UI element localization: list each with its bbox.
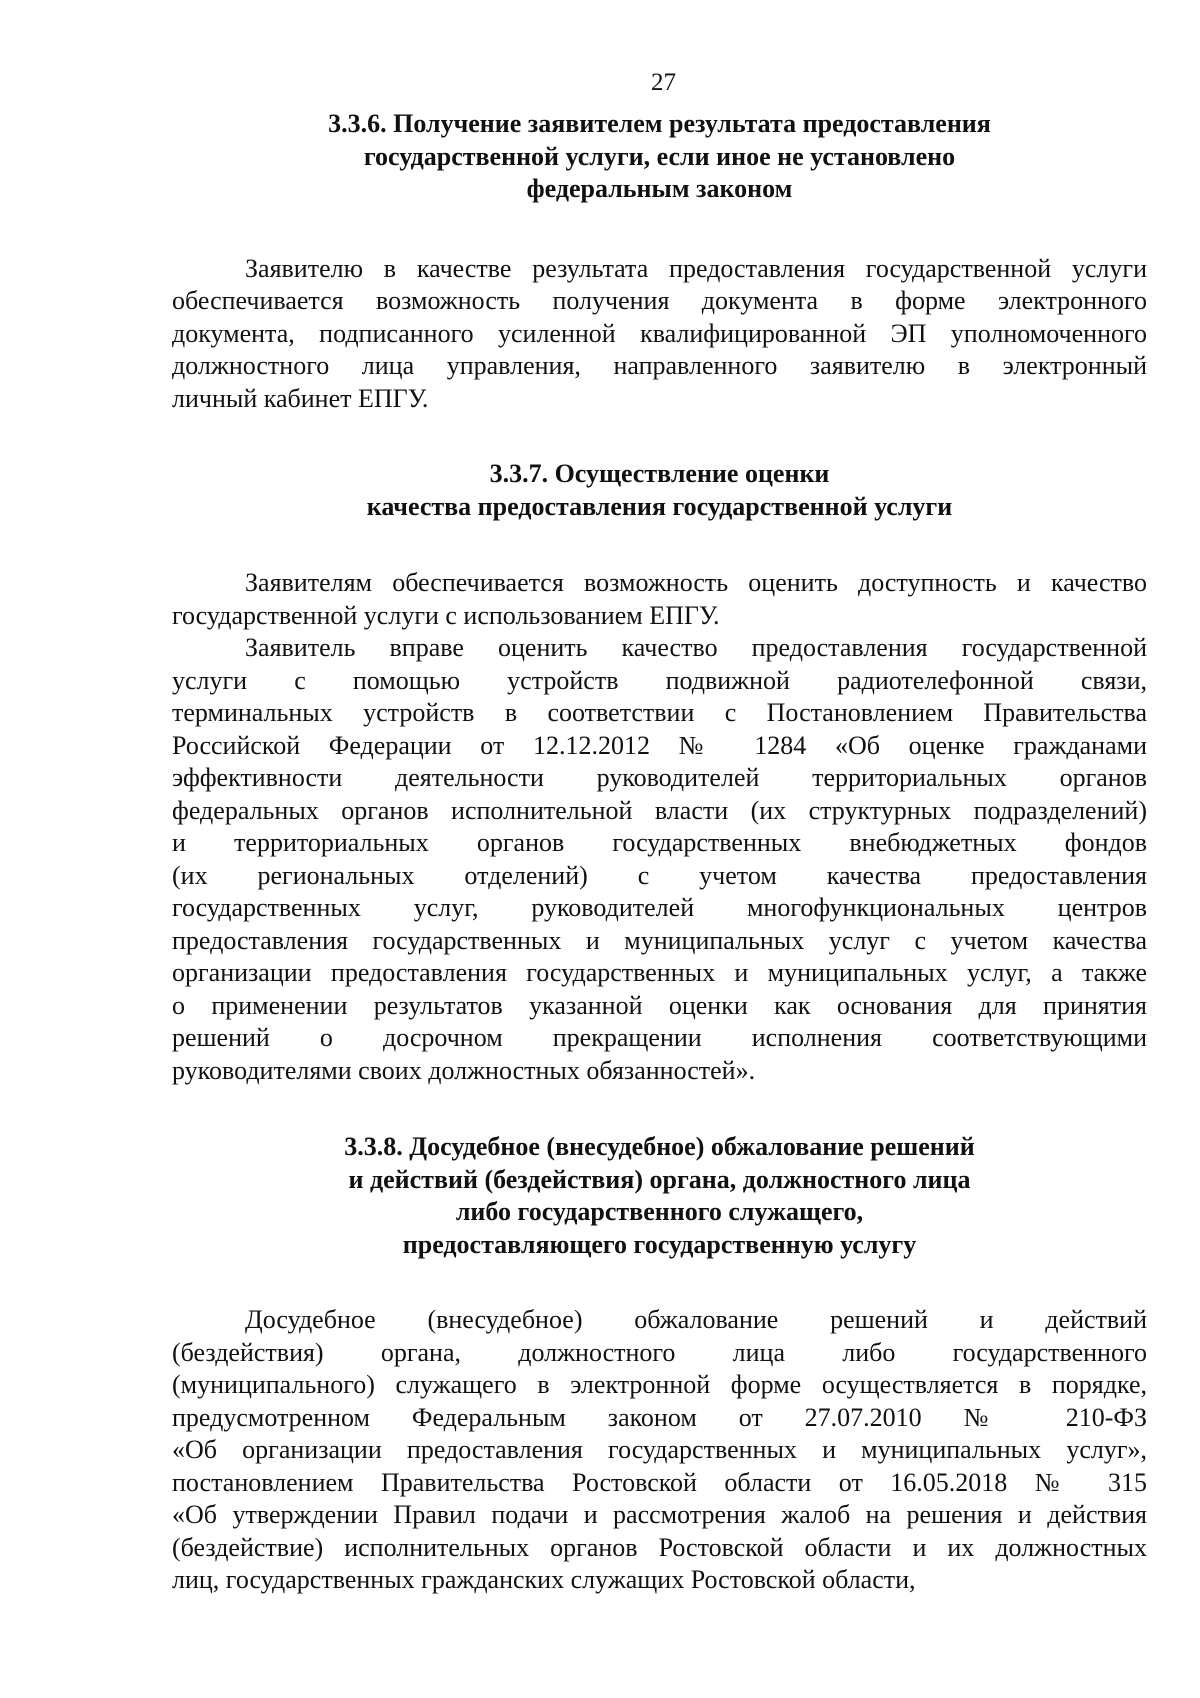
paragraph-line: постановлением Правительства Ростовской области от 16.05.2018 № 315	[172, 1467, 1147, 1497]
heading-line: и действий (бездействия) органа, должностного лица	[348, 1164, 971, 1194]
paragraph	[172, 632, 1147, 1087]
paragraph-line: Заявителю в качестве результата предоставления государственной услуги	[245, 253, 1147, 283]
paragraph-line: руководителями своих должностных обязанностей».	[172, 1055, 756, 1085]
paragraph-line: эффективности деятельности руководителей территориальных органов	[172, 763, 1147, 792]
paragraph-line: о применении результатов указанной оценки как основания для принятия	[172, 990, 1147, 1020]
heading-line: государственной услуги, если иное не установлено	[363, 141, 956, 171]
paragraph-line: федеральных органов исполнительной власти (их структурных подразделений)	[172, 795, 1147, 825]
paragraph-line: (муниципального) служащего в электронной форме осуществляется в порядке,	[172, 1370, 1147, 1399]
page-number: 27	[651, 69, 676, 96]
paragraph-line: терминальных устройств в соответствии с Постановлением Правительства	[172, 698, 1147, 727]
paragraph-line: предусмотренном Федеральным законом от 27.07.2010 № 210-ФЗ	[172, 1402, 1147, 1432]
paragraph-line: должностного лица управления, направленного заявителю в электронный	[172, 351, 1147, 380]
paragraph	[172, 253, 1147, 416]
heading-line: качества предоставления государственной услуги	[366, 491, 953, 521]
paragraph-line: Российской Федерации от 12.12.2012 № 1284 «Об оценке гражданами	[172, 730, 1147, 760]
paragraph-line: Заявитель вправе оценить качество предоставления государственной	[245, 633, 1147, 662]
paragraph-line: (их региональных отделений) с учетом качества предоставления	[172, 860, 1147, 890]
paragraph-line: обеспечивается возможность получения документа в форме электронного	[172, 286, 1147, 315]
paragraph-line: личный кабинет ЕПГУ.	[172, 383, 429, 413]
paragraph-line: услуги с помощью устройств подвижной радиотелефонной связи,	[172, 665, 1147, 695]
section-heading-3-3-6	[172, 108, 1147, 206]
paragraph-line: организации предоставления государственных и муниципальных услуг, а также	[172, 958, 1147, 987]
paragraph-line: «Об организации предоставления государственных и муниципальных услуг»,	[172, 1435, 1147, 1464]
heading-line: 3.3.6. Получение заявителем результата предоставления	[328, 109, 991, 138]
heading-line: 3.3.7. Осуществление оценки	[489, 459, 830, 488]
paragraph-line: государственной услуги с использованием ЕПГУ.	[172, 600, 720, 630]
paragraph-line: решений о досрочном прекращении исполнения соответствующими	[172, 1023, 1147, 1052]
paragraph-line: «Об утверждении Правил подачи и рассмотрения жалоб на решения и действия	[172, 1500, 1147, 1529]
heading-line: либо государственного служащего,	[455, 1197, 864, 1226]
section-body-3-3-7	[172, 567, 1147, 1087]
paragraph-line: Заявителям обеспечивается возможность оценить доступность и качество	[245, 568, 1147, 597]
section-body-3-3-8	[172, 1304, 1147, 1597]
paragraph-line: (бездействия) органа, должностного лица либо государственного	[172, 1337, 1147, 1367]
paragraph	[172, 1304, 1147, 1597]
section-heading-3-3-7	[172, 458, 1147, 523]
paragraph	[172, 567, 1147, 632]
section-heading-3-3-8	[172, 1131, 1147, 1261]
paragraph-line: лиц, государственных гражданских служащих Ростовской области,	[172, 1565, 916, 1594]
document-page	[172, 68, 1147, 1597]
paragraph-line: Досудебное (внесудебное) обжалование решений и действий	[245, 1305, 1147, 1334]
paragraph-line: документа, подписанного усиленной квалифицированной ЭП уполномоченного	[172, 318, 1147, 348]
paragraph-line: и территориальных органов государственных внебюджетных фондов	[172, 828, 1147, 857]
paragraph-line: (бездействие) исполнительных органов Ростовской области и их должностных	[172, 1532, 1147, 1562]
paragraph-line: предоставления государственных и муниципальных услуг с учетом качества	[172, 925, 1147, 955]
heading-line: предоставляющего государственную услугу	[402, 1229, 917, 1259]
paragraph-line: государственных услуг, руководителей многофункциональных центров	[172, 893, 1147, 922]
section-body-3-3-6	[172, 253, 1147, 416]
heading-line: федеральным законом	[526, 174, 793, 203]
heading-line: 3.3.8. Досудебное (внесудебное) обжалование решений	[344, 1132, 975, 1161]
